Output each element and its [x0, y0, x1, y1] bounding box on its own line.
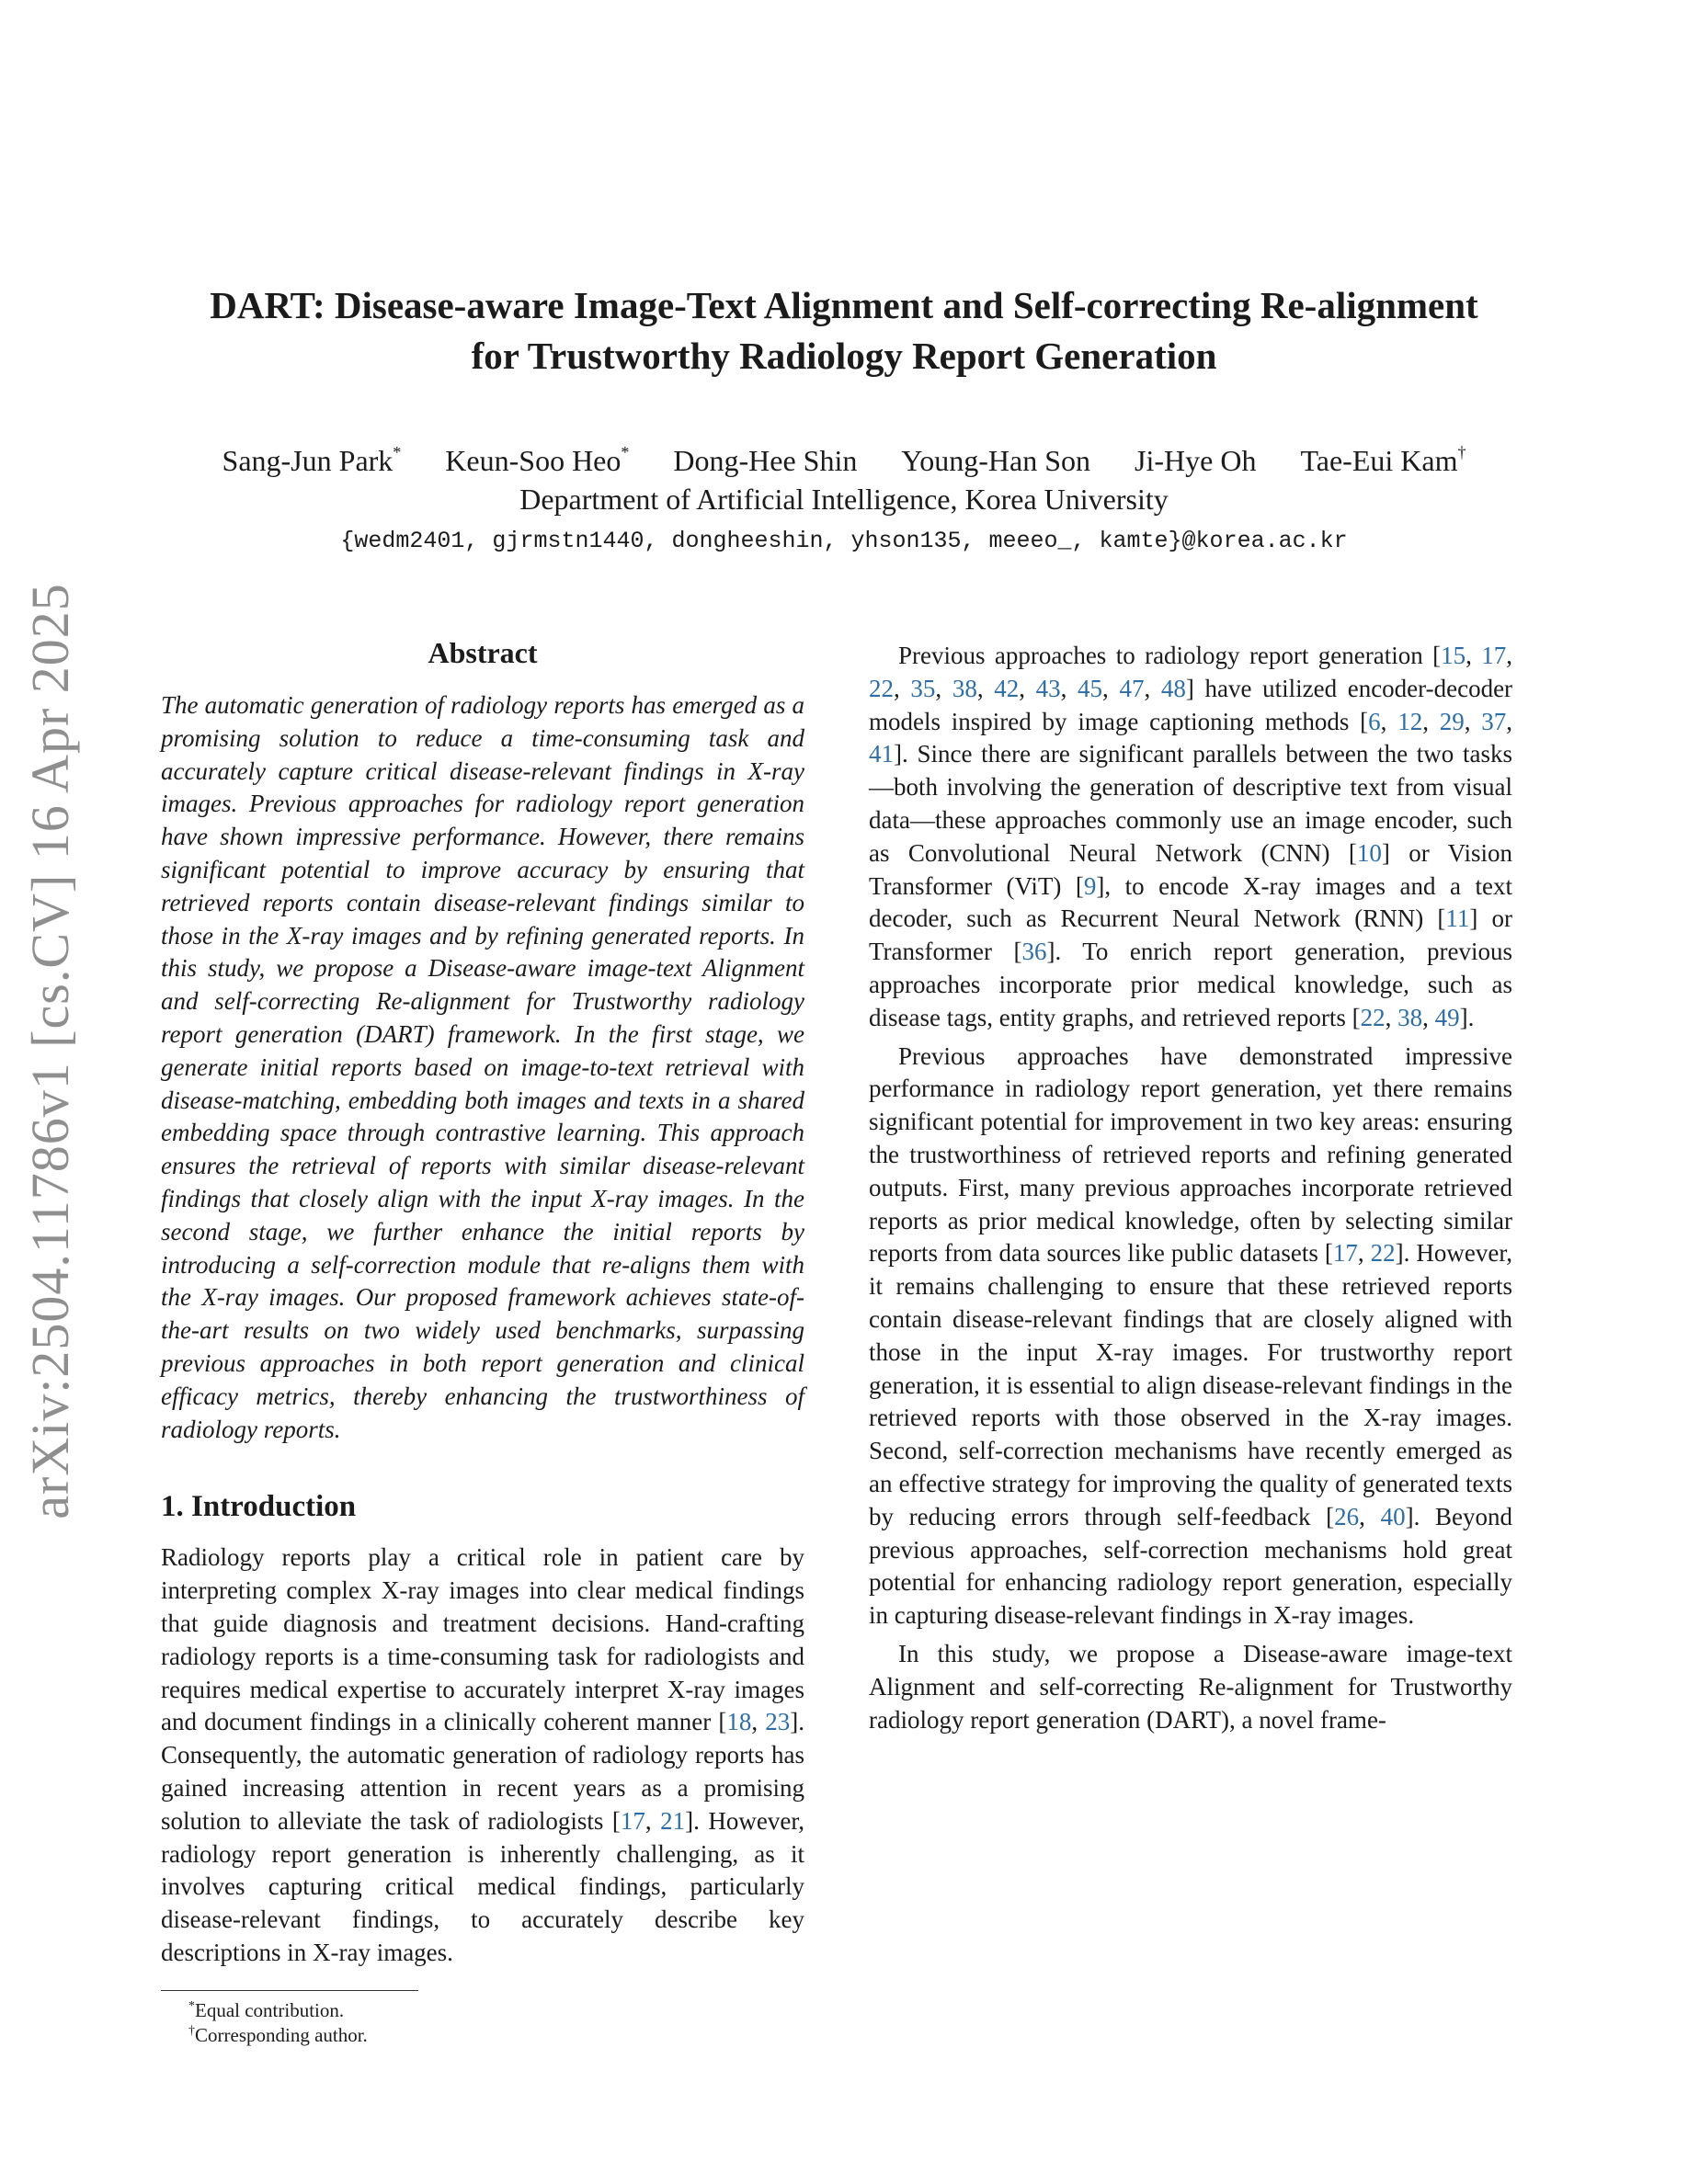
citation-link[interactable]: 47	[1119, 674, 1145, 702]
footnote-corresponding-author	[161, 2023, 804, 2048]
citation-link[interactable]: 26	[1334, 1502, 1360, 1530]
author-name: Young-Han Son	[901, 444, 1091, 477]
footnote-divider	[161, 1990, 418, 1991]
footnote-mark: †	[188, 2023, 195, 2038]
author	[1135, 441, 1256, 480]
author-list	[138, 441, 1550, 480]
footnote-equal-contribution	[161, 1998, 804, 2023]
author-emails: {wedm2401, gjrmstn1440, dongheeshin, yhson135, meeeo_, kamte}@korea.ac.kr	[340, 528, 1348, 554]
author	[222, 441, 402, 480]
intro-paragraph-4: In this study, we propose a Disease-aware image-text Alignment and self-correcting Re-alignment for Trustworthy radiology report generation (DART), a novel frame-	[869, 1639, 1512, 1734]
citation-link[interactable]: 38	[952, 674, 977, 702]
citation-link[interactable]: 21	[660, 1806, 686, 1835]
citation-link[interactable]: 48	[1160, 674, 1186, 702]
citation-link[interactable]: 10	[1356, 838, 1382, 867]
intro-paragraph-3: Previous approaches have demonstrated impressive performance in radiology report generation, yet there remains significant potential for improvement in two key areas: ensuring the trustworthiness of retrieved reports and refining generated outputs. First, many previous approaches incorporate retrieved reports as prior medical knowledge, often by selecting similar reports from data sources like public datasets [17, 22]. However, it remains challenging to ensure that these retrieved reports contain disease-relevant findings that are closely aligned with those in the input X-ray images. For trustworthy report generation, it is essential to align disease-relevant findings in the retrieved reports with those observed in the X-ray images. Second, self-correction mechanisms have recently emerged as an effective strategy for improving the quality of generated texts by reducing errors through self-feedback [26, 40]. Beyond previous approaches, self-correction mechanisms hold great potential for enhancing radiology report generation, especially in capturing disease-relevant findings in X-ray images.	[869, 1041, 1513, 1630]
arxiv-identifier-text: arXiv:2504.11786v1 [cs.CV] 16 Apr 2025	[19, 582, 80, 1519]
author-name: Sang-Jun Park	[222, 444, 393, 477]
arxiv-identifier	[7, 568, 92, 1533]
author-mark: *	[621, 443, 630, 461]
citation-link[interactable]: 15	[1441, 642, 1466, 669]
citation-link[interactable]: 17	[1332, 1239, 1358, 1268]
intro-paragraph-1: Radiology reports play a critical role in patient care by interpreting complex X-ray images into clear medical findings that guide diagnosis and treatment decisions. Hand-crafting radiology reports is a time-consuming task for radiologists and requires medical expertise to accurately interpret X-ray images and document findings in a clinically coherent manner [18, 23]. Consequently, the automatic generation of radiology reports has gained increasing attention in recent years as a promising solution to alleviate the task of radiologists [17, 21]. However, radiology report generation is inherently challenging, as it involves capturing critical medical findings, particularly disease-relevant findings, to accurately describe key descriptions in X-ray images.	[161, 1543, 805, 1966]
footnote-mark: *	[188, 1998, 195, 2013]
citation-link[interactable]: 6	[1368, 707, 1381, 735]
left-column	[161, 634, 804, 2048]
citation-link[interactable]: 43	[1035, 674, 1061, 702]
citation-link[interactable]: 42	[994, 674, 1020, 702]
author	[445, 441, 629, 480]
section-heading-introduction: 1. Introduction	[161, 1490, 357, 1524]
citation-link[interactable]: 17	[1481, 642, 1507, 669]
citation-link[interactable]: 49	[1434, 1003, 1460, 1031]
citation-link[interactable]: 17	[620, 1806, 645, 1835]
citation-link[interactable]: 9	[1083, 871, 1097, 900]
paper-title	[138, 280, 1550, 381]
abstract-text: The automatic generation of radiology reports has emerged as a promising solution to reduce a time-consuming task and accurately capture critical disease-relevant findings in X-ray images. Previous approaches for radiology report generation have shown impressive performance. However, there remains significant potential to improve accuracy by ensuring that retrieved reports contain disease-relevant findings similar to those in the X-ray images and by refining generated reports. In this study, we propose a Disease-aware image-text Alignment and self-correcting Re-alignment for Trustworthy radiology report generation (DART) framework. In the first stage, we generate initial reports based on image-to-text retrieval with disease-matching, embedding both images and texts in a shared embedding space through contrastive learning. This approach ensures the retrieval of reports with similar disease-relevant findings that closely align with the input X-ray images. In the second stage, we further enhance the initial reports by introducing a self-correction module that re-aligns them with the X-ray images. Our proposed framework achieves state-of-the-art results on two widely used benchmarks, surpassing previous approaches in both report generation and clinical efficacy metrics, thereby enhancing the trustworthiness of radiology reports.	[161, 691, 804, 1443]
citation-link[interactable]: 41	[869, 740, 894, 768]
citation-link[interactable]: 36	[1021, 938, 1047, 966]
abstract-heading: Abstract	[428, 636, 538, 669]
citation-link[interactable]: 22	[869, 674, 894, 702]
citation-link[interactable]: 37	[1481, 707, 1507, 735]
author-mark: †	[1457, 443, 1466, 461]
author	[1300, 441, 1466, 480]
footnote-text: Equal contribution.	[195, 1998, 345, 2021]
author-name: Ji-Hye Oh	[1135, 444, 1257, 477]
author-name: Keun-Soo Heo	[445, 444, 622, 477]
right-column	[869, 634, 1512, 1736]
citation-link[interactable]: 22	[1360, 1003, 1386, 1031]
citation-link[interactable]: 29	[1439, 707, 1465, 735]
footnote-text: Corresponding author.	[195, 2023, 368, 2046]
title-line-2: for Trustworthy Radiology Report Generation	[471, 335, 1217, 377]
citation-link[interactable]: 35	[910, 674, 936, 702]
intro-paragraph-2: Previous approaches to radiology report generation [15, 17, 22, 35, 38, 42, 43, 45, 47, 48] have utilized encoder-decoder models inspired by image captioning methods [6, 12, 29, 37, 41]. Since there are significant parallels between the two tasks—both involving the generation of descriptive text from visual data—these approaches commonly use an image encoder, such as Convolutional Neural Network (CNN) [10] or Vision Transformer (ViT) [9], to encode X-ray images and a text decoder, such as Recurrent Neural Network (RNN) [11] or Transformer [36]. To enrich report generation, previous approaches incorporate prior medical knowledge, such as disease tags, entity graphs, and retrieved reports [22, 38, 49].	[869, 642, 1513, 1031]
citation-link[interactable]: 38	[1397, 1003, 1423, 1031]
citation-link[interactable]: 23	[765, 1708, 791, 1736]
citation-link[interactable]: 22	[1370, 1239, 1396, 1268]
author-name: Tae-Eui Kam	[1300, 444, 1458, 477]
author-mark: *	[393, 443, 402, 461]
title-line-1: DART: Disease-aware Image-Text Alignment and Self-correcting Re-alignment	[210, 284, 1478, 326]
citation-link[interactable]: 40	[1380, 1502, 1406, 1530]
author-name: Dong-Hee Shin	[673, 444, 858, 477]
citation-link[interactable]: 18	[726, 1708, 752, 1736]
affiliation: Department of Artificial Intelligence, Korea University	[519, 483, 1169, 516]
author	[901, 441, 1090, 480]
citation-link[interactable]: 45	[1078, 674, 1103, 702]
citation-link[interactable]: 12	[1397, 707, 1423, 735]
author	[673, 441, 857, 480]
citation-link[interactable]: 11	[1445, 904, 1470, 933]
